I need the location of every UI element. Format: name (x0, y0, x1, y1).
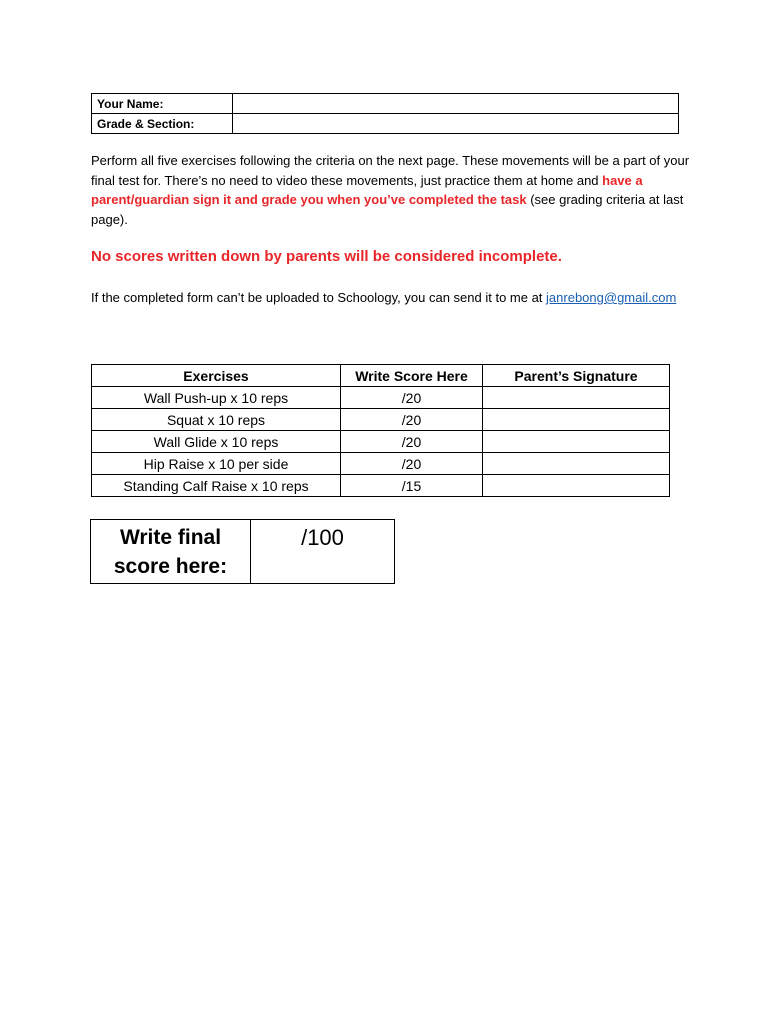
grade-field[interactable] (233, 114, 679, 134)
header-exercises: Exercises (92, 365, 341, 387)
exercise-table-header (92, 365, 670, 387)
score-cell[interactable]: /20 (341, 409, 483, 431)
score-cell[interactable]: /20 (341, 387, 483, 409)
exercise-name: Wall Glide x 10 reps (92, 431, 341, 453)
exercise-name: Wall Push-up x 10 reps (92, 387, 341, 409)
table-row (92, 431, 670, 453)
name-label: Your Name: (92, 94, 233, 114)
email-link[interactable]: janrebong@gmail.com (546, 290, 677, 305)
student-info-table (91, 93, 679, 134)
score-cell[interactable]: /20 (341, 431, 483, 453)
instructions-text-start: Perform all five exercises following the criteria on the next page. These movements will be a part of your final test for. There’s no need to video these movements, just practice them at home and (91, 153, 690, 188)
final-score-value[interactable]: /100 (251, 520, 395, 584)
exercise-name: Hip Raise x 10 per side (92, 453, 341, 475)
exercise-name: Standing Calf Raise x 10 reps (92, 475, 341, 497)
signature-cell[interactable] (483, 431, 670, 453)
final-score-label (91, 520, 251, 584)
table-row (92, 453, 670, 475)
exercise-table (91, 364, 670, 497)
grade-row (92, 114, 679, 134)
final-score-label-line2: score here: (113, 555, 228, 578)
score-cell[interactable]: /20 (341, 453, 483, 475)
grade-label: Grade & Section: (92, 114, 233, 134)
header-score: Write Score Here (341, 365, 483, 387)
signature-cell[interactable] (483, 453, 670, 475)
final-score-table (90, 519, 395, 584)
instructions-text-end: (see grading criteria at last page). (91, 192, 684, 227)
final-score-row (91, 520, 395, 584)
name-row (92, 94, 679, 114)
signature-cell[interactable] (483, 387, 670, 409)
instructions-paragraph (91, 151, 691, 229)
score-cell[interactable]: /15 (341, 475, 483, 497)
signature-cell[interactable] (483, 475, 670, 497)
instructions-highlight: have a parent/guardian sign it and grade you when you’ve completed the task (91, 172, 643, 207)
warning-text: No scores written down by parents will be considered incomplete. (91, 248, 562, 265)
signature-cell[interactable] (483, 409, 670, 431)
table-row (92, 409, 670, 431)
table-row (92, 387, 670, 409)
name-field[interactable] (233, 94, 679, 114)
upload-note-text: If the completed form can’t be uploaded to Schoology, you can send it to me at (91, 290, 547, 305)
table-row (92, 475, 670, 497)
final-score-label-line1: Write final (119, 526, 222, 549)
header-signature: Parent’s Signature (483, 365, 670, 387)
exercise-name: Squat x 10 reps (92, 409, 341, 431)
upload-note (91, 288, 691, 308)
